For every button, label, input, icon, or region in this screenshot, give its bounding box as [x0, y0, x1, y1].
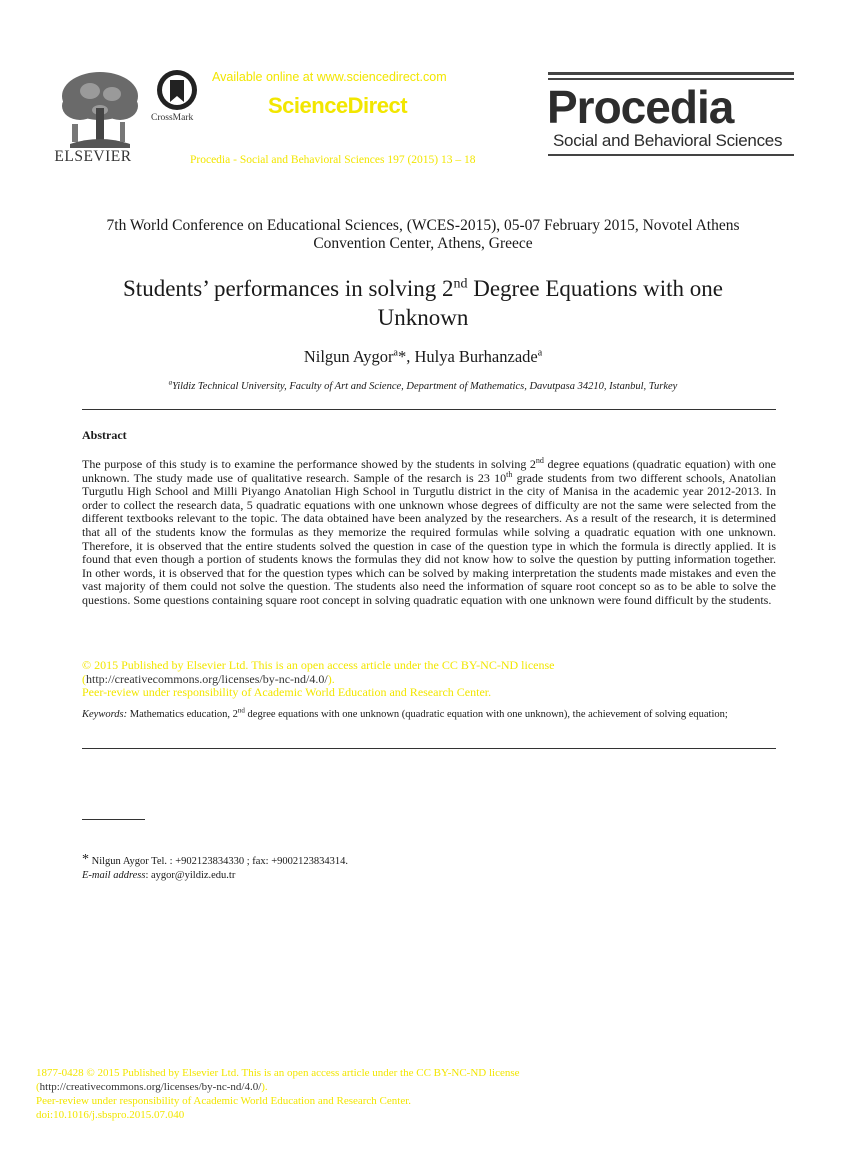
conference-info: 7th World Conference on Educational Sciences, (WCES-2015), 05-07 February 2015, Novotel Athens Convention Center, Athens, Greece: [106, 217, 740, 252]
elsevier-wordmark: ELSEVIER: [54, 148, 132, 165]
bottom-license: [36, 1066, 736, 1122]
title-part-1: Students’ performances in solving 2: [123, 276, 454, 301]
crossmark-icon[interactable]: [155, 68, 203, 116]
bottom-license-link[interactable]: http://creativecommons.org/licenses/by-nc-nd/4.0/: [39, 1081, 262, 1093]
author-1: Nilgun Aygor: [303, 347, 394, 366]
abstract-part-3: grade students from two different schools, Anatolian Turgutlu High School and Milli Piyango Anatolian High School in Turgutlu district in the city of Manisa in the academic year 2012-2013. In order to collect the research data, 5 quadratic equations with one unknown whose degrees of difficulty are not the same were selected from the different textbooks relevant to the topic. The data obtained have been analyzed by the researchers. As a result of the research, it is determined that all of the students know the formulas as they memorize the required formulas while solving a quadratic equation with one unknown. Therefore, it is observed that the entire students solved the question in case of the question type in which the formula is directly applied. It is found that even though a portion of students knows the formulas they did not know how to solve the question by putting information together. In other words, it is observed that for the question types which can be solved by making interpretation the students made mistakes and even the vast majority of them could not solve the question. The students also need the information of square root concept so as to be able to solve the questions. Some questions containing square root concept in solving quadratic equation with one unknown were found difficult by the students.: [82, 470, 777, 607]
doi[interactable]: doi:10.1016/j.sbspro.2015.07.040: [36, 1109, 185, 1121]
bottom-line-2: [36, 1080, 736, 1094]
email-label: E-mail address: [82, 870, 146, 881]
bottom-line-3: Peer-review under responsibility of Academic World Education and Research Center.: [36, 1095, 412, 1107]
footnote-rule: [82, 819, 145, 820]
author-2-affil: a: [537, 347, 543, 359]
procedia-subtitle: Social and Behavioral Sciences: [553, 131, 783, 150]
bottom-line-1: 1877-0428 © 2015 Published by Elsevier Ltd. This is an open access article under the CC BY-NC-ND license: [36, 1067, 520, 1079]
author-1-affil: a: [393, 347, 398, 359]
affiliation: [80, 378, 766, 392]
affiliation-text: Yildiz Technical University, Faculty of Art and Science, Department of Mathematics, Davutpasa 34210, Istanbul, Turkey: [172, 381, 678, 392]
keywords: [82, 708, 776, 721]
title-part-2: Degree Equations with one Unknown: [377, 276, 723, 330]
abstract-heading: Abstract: [82, 428, 127, 442]
keywords-label: Keywords:: [82, 709, 128, 720]
license-line-1: © 2015 Published by Elsevier Ltd. This is an open access article under the CC BY-NC-ND license: [82, 658, 555, 672]
affiliation-marker: a: [168, 378, 173, 387]
abstract-bottom-rule: [82, 748, 776, 749]
abstract-sup-2: th: [506, 469, 513, 479]
email-value[interactable]: : aygor@yildiz.edu.tr: [145, 870, 236, 881]
license-paren-open: (: [82, 671, 86, 686]
abstract-sup-1: nd: [535, 456, 544, 465]
author-list: [80, 347, 766, 367]
crossmark-label: CrossMark: [151, 113, 194, 123]
bottom-paren-open: (: [36, 1081, 40, 1093]
sciencedirect-brand[interactable]: ScienceDirect: [268, 93, 408, 118]
keywords-sup: nd: [237, 706, 245, 715]
keywords-part-1: Mathematics education, 2: [127, 709, 238, 720]
footnote-star: *: [82, 852, 89, 867]
paper-title: [80, 274, 766, 332]
title-superscript: nd: [453, 276, 468, 292]
corresponding-author-footnote: [82, 852, 349, 883]
available-online-link[interactable]: Available online at www.sciencedirect.com: [212, 70, 447, 84]
keywords-part-2: degree equations with one unknown (quadratic equation with one unknown), the achievement of solving equation;: [244, 709, 728, 720]
footnote-line-1: [82, 852, 349, 869]
license-line-3: Peer-review under responsibility of Academic World Education and Research Center.: [82, 685, 492, 700]
corresponding-mark: *,: [397, 347, 415, 366]
license-paren-close: ).: [327, 671, 335, 686]
procedia-logo: Procedia: [547, 81, 734, 133]
footnote-contact: Nilgun Aygor Tel. : +902123834330 ; fax: +9002123834314.: [89, 856, 349, 867]
license-link[interactable]: http://creativecommons.org/licenses/by-nc-nd/4.0/: [86, 671, 328, 686]
abstract-top-rule: [82, 409, 776, 410]
footnote-line-2: [82, 869, 348, 883]
abstract-part-1: The purpose of this study is to examine the performance showed by the students in solving 2: [82, 457, 536, 471]
abstract-part-2: degree equations (quadratic equation) with one unknown. The study made use of qualitative research. Sample of the resarch is 23 10: [82, 457, 776, 485]
procedia-bottom-rule: [548, 154, 794, 156]
journal-citation: Procedia - Social and Behavioral Sciences 197 (2015) 13 – 18: [190, 154, 476, 166]
license-notice: [82, 659, 776, 700]
bottom-paren-close: ).: [261, 1081, 268, 1093]
abstract-body: [82, 458, 776, 608]
procedia-top-rule: [548, 72, 794, 75]
license-line-2: [82, 673, 776, 687]
author-2: Hulya Burhanzade: [414, 347, 538, 366]
